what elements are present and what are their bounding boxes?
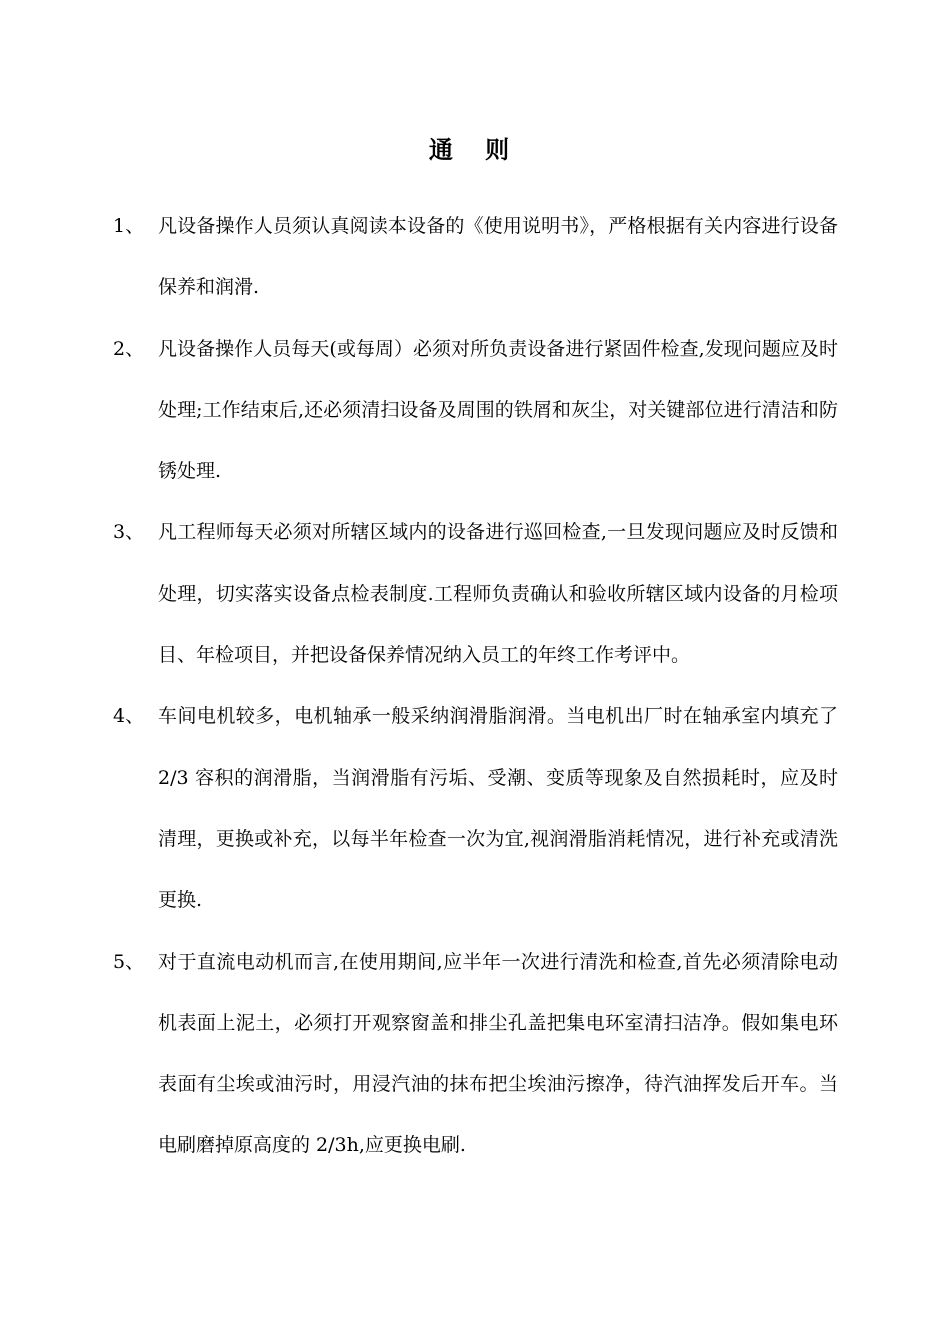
clause-item <box>0 932 950 1177</box>
clause-text: 凡设备操作人员每天(或每周）必须对所负责设备进行紧固件检查,发现问题应及时处理;工作结束后,还必须清扫设备及周围的铁屑和灰尘，对关键部位进行清洁和防锈处理. <box>158 337 838 483</box>
clause-number: 2、 <box>113 337 145 360</box>
clause-item <box>0 686 950 931</box>
document-title: 通 则 <box>428 135 522 164</box>
clause-text: 对于直流电动机而言,在使用期间,应半年一次进行清洗和检查,首先必须清除电动机表面上泥土，必须打开观察窗盖和排尘孔盖把集电环室清扫洁净。假如集电环表面有尘埃或油污时，用浸汽油的抹布把尘埃油污擦净，待汽油挥发后开车。当电刷磨掉原高度的 2/3h,应更换电刷. <box>158 950 838 1157</box>
clause-list <box>0 196 950 1177</box>
clause-number: 4、 <box>113 705 145 728</box>
clause-text: 凡设备操作人员须认真阅读本设备的《使用说明书》，严格根据有关内容进行设备保养和润滑. <box>158 215 838 299</box>
clause-number: 1、 <box>113 215 145 237</box>
clause-item <box>0 502 950 686</box>
clause-number: 3、 <box>113 521 145 544</box>
clause-item <box>0 319 950 503</box>
clause-item <box>0 196 950 319</box>
clause-text: 凡工程师每天必须对所辖区域内的设备进行巡回检查,一旦发现问题应及时反馈和处理，切实落实设备点检表制度.工程师负责确认和验收所辖区域内设备的月检项目、年检项目，并把设备保养情况纳入员工的年终工作考评中。 <box>158 521 838 667</box>
clause-number: 5、 <box>113 950 145 973</box>
clause-text: 车间电机较多，电机轴承一般采纳润滑脂润滑。当电机出厂时在轴承室内填充了 2/3 容积的润滑脂，当润滑脂有污垢、受潮、变质等现象及自然损耗时，应及时清理，更换或补充，以每半年检查一次为宜,视润滑脂消耗情况，进行补充或清洗更换. <box>158 705 838 912</box>
